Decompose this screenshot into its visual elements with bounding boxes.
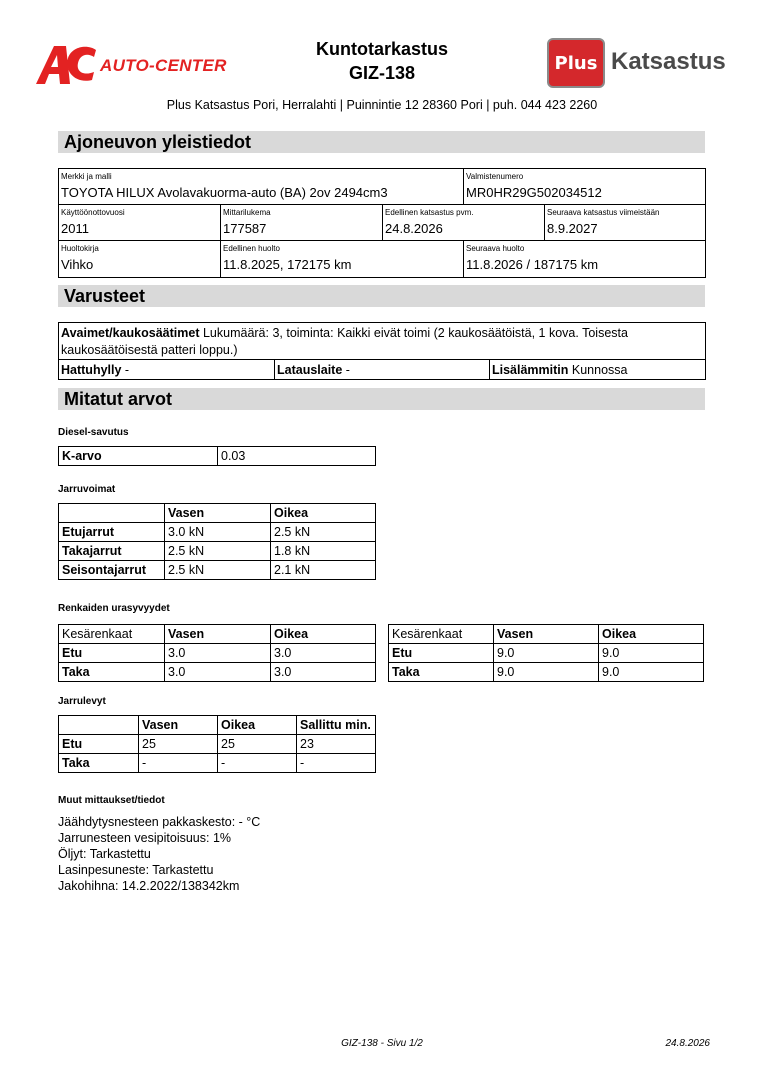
heater-label: Lisälämmitin [492, 363, 569, 377]
table-row [59, 663, 376, 682]
service-book-value: Vihko [61, 257, 94, 272]
discs-table [58, 715, 376, 773]
previous-service-value: 11.8.2025, 172175 km [223, 257, 352, 272]
service-book-label: Huoltokirja [61, 244, 99, 253]
cell-left: 25 [139, 735, 218, 754]
column-header: Oikea [271, 504, 376, 523]
cell-left: 2.5 kN [165, 542, 271, 561]
roof-rack-cell [58, 359, 275, 380]
auto-center-logo [36, 44, 227, 88]
row-label: Etu [59, 644, 165, 663]
cell-right: 3.0 [271, 663, 376, 682]
cell-right: 1.8 kN [271, 542, 376, 561]
report-title-block [230, 37, 534, 85]
make-model-cell [58, 168, 464, 205]
brakes-title: Jarruvoimat [58, 484, 116, 495]
other-line-washer-fluid: Lasinpesuneste: Tarkastettu [58, 863, 214, 877]
table-row [59, 523, 376, 542]
last-inspection-label: Edellinen katsastus pvm. [385, 208, 474, 217]
row-label: Taka [59, 663, 165, 682]
keys-label: Avaimet/kaukosäätimet [61, 326, 200, 340]
keys-value: Lukumäärä: 3, toiminta: Kaikki eivät toimi (2 kaukosäätöistä, 1 kova. Toisesta [199, 326, 628, 340]
keys-line-1 [61, 326, 628, 340]
other-line-coolant: Jäähdytysnesteen pakkaskesto: - °C [58, 815, 261, 829]
tires-head: Kesärenkaat [389, 625, 494, 644]
cell-right: 3.0 [271, 644, 376, 663]
column-header: Oikea [271, 625, 376, 644]
tires-head: Kesärenkaat [59, 625, 165, 644]
vin-label: Valmistenumero [466, 172, 524, 181]
heater-cell [489, 359, 706, 380]
cell-right: 25 [218, 735, 297, 754]
make-model-value: TOYOTA HILUX Avolavakuorma-auto (BA) 2ov 2494cm3 [61, 185, 388, 200]
other-line-timing-belt: Jakohihna: 14.2.2022/138342km [58, 879, 240, 893]
table-row [59, 542, 376, 561]
row-label: Taka [389, 663, 494, 682]
cell-min: - [297, 754, 376, 773]
last-inspection-cell [382, 204, 545, 241]
odometer-value: 177587 [223, 221, 267, 236]
column-header: Vasen [494, 625, 599, 644]
first-use-cell [58, 204, 221, 241]
plus-logo-name: Katsastus [611, 48, 726, 75]
cell-left: 3.0 [165, 644, 271, 663]
table-row [59, 644, 376, 663]
table-row [59, 754, 376, 773]
vin-cell [463, 168, 706, 205]
vin-value: MR0HR29G502034512 [466, 185, 602, 200]
k-value: 0.03 [218, 447, 376, 466]
next-service-label: Seuraava huolto [466, 244, 525, 253]
odometer-label: Mittarilukema [223, 208, 271, 217]
table-header-row [389, 625, 704, 644]
odometer-cell [220, 204, 383, 241]
auto-center-logo-text: AUTO-CENTER [100, 56, 227, 75]
first-use-label: Käyttöönottovuosi [61, 208, 125, 217]
diesel-table [58, 446, 376, 466]
make-model-label: Merkki ja malli [61, 172, 112, 181]
plate-number: GIZ-138 [348, 63, 416, 83]
cell-min: 23 [297, 735, 376, 754]
discs-title: Jarrulevyt [58, 696, 106, 707]
station-address: Plus Katsastus Pori, Herralahti | Puinnintie 12 28360 Pori | puh. 044 423 2260 [166, 98, 598, 112]
row-label: Seisontajarrut [59, 561, 165, 580]
brakes-table [58, 503, 376, 580]
table-header-row [59, 716, 376, 735]
next-inspection-label: Seuraava katsastus viimeistään [547, 208, 660, 217]
other-measurements-title: Muut mittaukset/tiedot [58, 795, 165, 806]
diesel-title: Diesel-savutus [58, 427, 129, 438]
previous-service-label: Edellinen huolto [223, 244, 280, 253]
auto-center-logo-mark [36, 44, 98, 84]
roof-rack-value: - [121, 363, 130, 377]
table-corner-cell [59, 504, 165, 523]
next-service-value: 11.8.2026 / 187175 km [466, 257, 599, 272]
cell-left: 9.0 [494, 663, 599, 682]
column-header: Sallittu min. [297, 716, 376, 735]
charger-value: - [342, 363, 350, 377]
first-use-value: 2011 [61, 221, 89, 236]
row-label: Taka [59, 754, 139, 773]
row-label: Etu [389, 644, 494, 663]
column-header: Oikea [599, 625, 704, 644]
table-header-row [59, 625, 376, 644]
table-row [59, 561, 376, 580]
plus-logo-box [547, 38, 605, 88]
table-row [389, 663, 704, 682]
heater-text [492, 363, 628, 377]
charger-label: Latauslaite [277, 363, 343, 377]
keys-cell [58, 322, 706, 360]
table-header-row [59, 504, 376, 523]
report-title: Kuntotarkastus [315, 39, 449, 59]
cell-left: 2.5 kN [165, 561, 271, 580]
row-label: Takajarrut [59, 542, 165, 561]
charger-text [277, 363, 350, 377]
footer-page-number: GIZ-138 - Sivu 1/2 [341, 1038, 423, 1049]
other-line-brake-fluid: Jarrunesteen vesipitoisuus: 1% [58, 831, 232, 845]
column-header: Vasen [139, 716, 218, 735]
other-line-oils: Öljyt: Tarkastettu [58, 847, 151, 861]
previous-service-cell [220, 240, 464, 278]
row-label: Etujarrut [59, 523, 165, 542]
column-header: Vasen [165, 504, 271, 523]
table-row [389, 644, 704, 663]
table-row [59, 447, 376, 466]
table-corner-cell [59, 716, 139, 735]
footer-date: 24.8.2026 [665, 1038, 710, 1049]
charger-cell [274, 359, 490, 380]
column-header: Vasen [165, 625, 271, 644]
cell-right: - [218, 754, 297, 773]
roof-rack-text [61, 363, 129, 377]
column-header: Oikea [218, 716, 297, 735]
section-measured-values: Mitatut arvot [58, 388, 705, 410]
cell-right: 9.0 [599, 663, 704, 682]
plus-logo-box-text: Plus [554, 53, 598, 74]
last-inspection-value: 24.8.2026 [385, 221, 443, 236]
cell-right: 2.5 kN [271, 523, 376, 542]
cell-right: 9.0 [599, 644, 704, 663]
service-book-cell [58, 240, 221, 278]
keys-value-line-2: kaukosäätöisestä patteri loppu.) [61, 343, 238, 357]
section-equipment: Varusteet [58, 285, 705, 307]
cell-left: 9.0 [494, 644, 599, 663]
section-general-info: Ajoneuvon yleistiedot [58, 131, 705, 153]
next-service-cell [463, 240, 706, 278]
tires-table-2 [388, 624, 704, 682]
heater-value: Kunnossa [568, 363, 628, 377]
next-inspection-value: 8.9.2027 [547, 221, 598, 236]
tires-title: Renkaiden urasyvyydet [58, 603, 170, 614]
table-row [59, 735, 376, 754]
plus-katsastus-logo [547, 38, 733, 88]
k-value-label: K-arvo [59, 447, 218, 466]
next-inspection-cell [544, 204, 706, 241]
cell-left: 3.0 kN [165, 523, 271, 542]
row-label: Etu [59, 735, 139, 754]
cell-left: 3.0 [165, 663, 271, 682]
cell-left: - [139, 754, 218, 773]
cell-right: 2.1 kN [271, 561, 376, 580]
tires-table-1 [58, 624, 376, 682]
roof-rack-label: Hattuhylly [61, 363, 122, 377]
